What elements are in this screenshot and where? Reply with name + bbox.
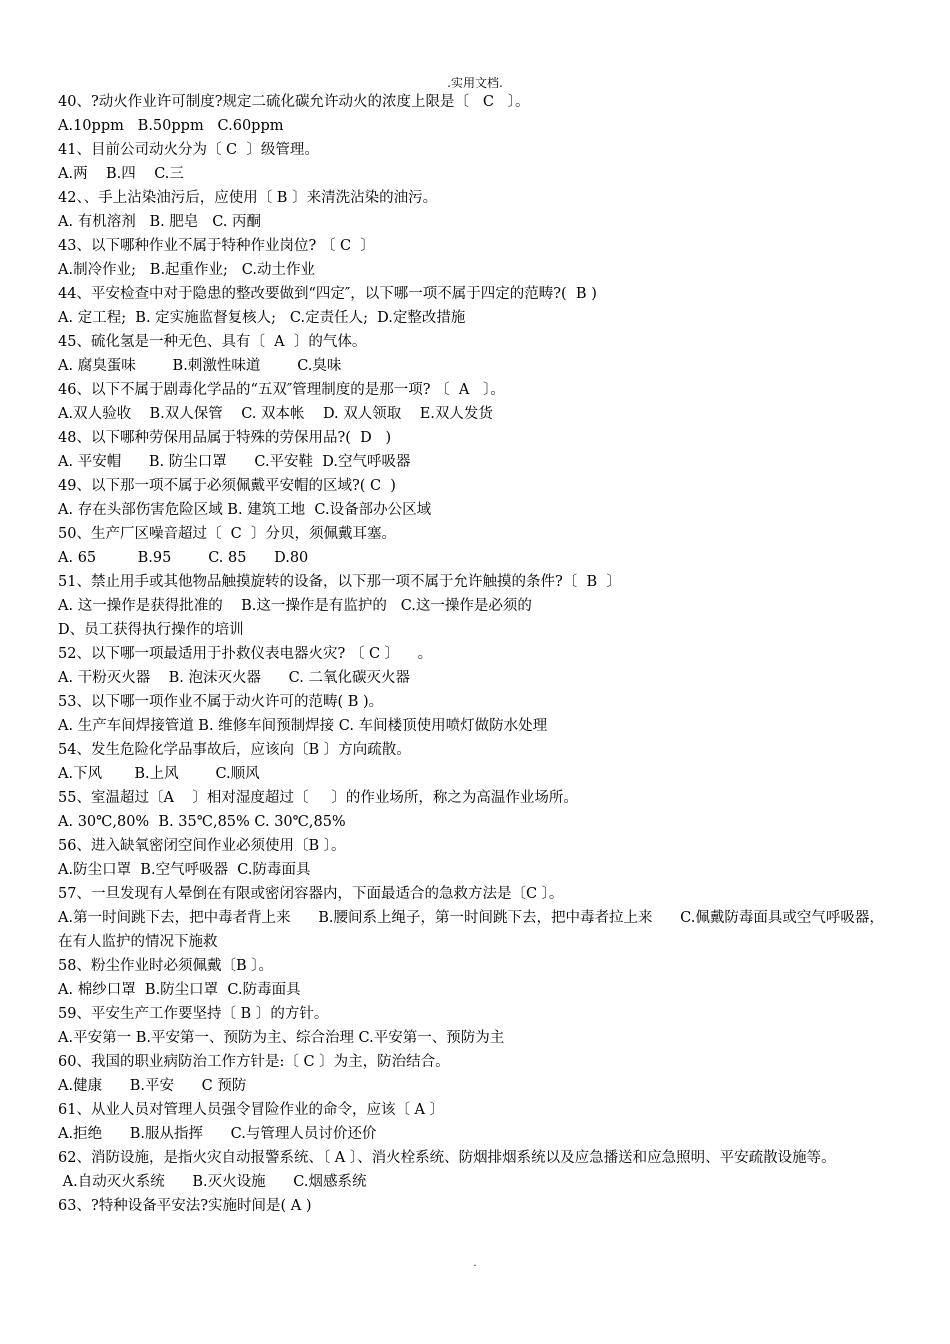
answer-options: A.下风 B.上风 C.顺风 [58, 766, 260, 782]
question-line: 43、以下哪种作业不属于特种作业岗位? 〔 C 〕 [58, 238, 375, 254]
answer-options: A. 平安帽 B. 防尘口罩 C.平安鞋 D.空气呼吸器 [58, 454, 411, 470]
question-line: 40、?动火作业许可制度?规定二硫化碳允许动火的浓度上限是〔 C 〕。 [58, 94, 530, 110]
answer-options: A. 存在头部伤害危险区域 B. 建筑工地 C.设备部办公区域 [58, 502, 432, 518]
answer-options: A.两 B.四 C.三 [58, 166, 184, 182]
question-line: 59、平安生产工作要坚持〔 B 〕的方针。 [58, 1006, 329, 1022]
answer-options: A.制冷作业; B.起重作业; C.动土作业 [58, 262, 315, 278]
answer-options: A.健康 B.平安 C 预防 [58, 1078, 247, 1094]
question-line: 48、以下哪种劳保用品属于特殊的劳保用品?( D ) [58, 430, 392, 446]
question-line: 57、一旦发现有人晕倒在有限或密闭容器内，下面最适合的急救方法是〔C 〕。 [58, 886, 564, 902]
answer-options: A. 定工程; B. 定实施监督复核人; C.定责任人; D.定整改措施 [58, 310, 466, 326]
question-line: 53、以下哪一项作业不属于动火许可的范畴( B )。 [58, 694, 384, 710]
question-line: 46、以下不属于剧毒化学品的“五双″管理制度的是那一项? 〔 A 〕。 [58, 382, 505, 398]
answer-options: A. 干粉灭火器 B. 泡沫灭火器 C. 二氧化碳灭火器 [58, 670, 410, 686]
page-footer: . [473, 1258, 477, 1269]
question-line: 61、从业人员对管理人员强令冒险作业的命令，应该〔 A 〕 [58, 1102, 445, 1118]
answer-options: A.拒绝 B.服从指挥 C.与管理人员讨价还价 [58, 1126, 377, 1142]
page-header: .实用文档. [447, 76, 503, 90]
answer-options: A. 30℃,80% B. 35℃,85% C. 30℃,85% [58, 814, 346, 830]
answer-options: A.10ppm B.50ppm C.60ppm [58, 118, 284, 134]
question-line: 51、禁止用手或其他物品触摸旋转的设备，以下那一项不属于允许触摸的条件?〔 B 〕 [58, 574, 621, 590]
answer-options: A. 生产车间焊接管道 B. 维修车间预制焊接 C. 车间楼顶使用喷灯做防水处理 [58, 718, 548, 734]
question-line: 58、粉尘作业时必须佩戴〔B 〕。 [58, 958, 273, 974]
question-line: 42、、手上沾染油污后，应使用〔 B 〕来清洗沾染的油污。 [58, 190, 438, 206]
question-line: 60、我国的职业病防治工作方针是:〔 C 〕为主，防治结合。 [58, 1054, 450, 1070]
answer-options: A.双人验收 B.双人保管 C. 双本帐 D. 双人领取 E.双人发货 [58, 406, 493, 422]
question-line: 55、室温超过〔A 〕相对湿度超过〔 〕的作业场所，称之为高温作业场所。 [58, 790, 578, 806]
answer-options: A. 这一操作是获得批准的 B.这一操作是有监护的 C.这一操作是必须的 [58, 598, 532, 614]
question-line: 63、?特种设备平安法?实施时间是( A ) [58, 1198, 312, 1214]
answer-options: A.平安第一 B.平安第一、预防为主、综合治理 C.平安第一、预防为主 [58, 1030, 505, 1046]
answer-options: A.防尘口罩 B.空气呼吸器 C.防毒面具 [58, 862, 311, 878]
question-line: 45、硫化氢是一种无色、具有〔 A 〕的气体。 [58, 334, 367, 350]
answer-options: A. 有机溶剂 B. 肥皂 C. 丙酮 [58, 214, 262, 230]
answer-options: A. 棉纱口罩 B.防尘口罩 C.防毒面具 [58, 982, 301, 998]
question-line: 52、以下哪一项最适用于扑救仪表电器火灾? 〔 C 〕 。 [58, 646, 433, 662]
question-line: 62、消防设施，是指火灾自动报警系统、〔 A 〕、消火栓系统、防烟排烟系统以及应急播送和应急照明、平安疏散设施等。 [58, 1150, 836, 1166]
answer-options: A.第一时间跳下去，把中毒者背上来 B.腰间系上绳子，第一时间跳下去，把中毒者拉上来 C.佩戴防毒面具或空气呼吸器，在有人监护的情况下施救 [58, 910, 884, 950]
answer-options: A. 腐臭蛋味 B.刺激性味道 C.臭味 [58, 358, 342, 374]
answer-options: D、员工获得执行操作的培训 [58, 622, 244, 638]
answer-options: A. 65 B.95 C. 85 D.80 [58, 550, 309, 566]
question-line: 41、目前公司动火分为〔 C 〕级管理。 [58, 142, 319, 158]
document-body [58, 90, 898, 1218]
question-line: 56、进入缺氧密闭空间作业必须使用〔B 〕。 [58, 838, 346, 854]
answer-options: A.自动灭火系统 B.灭火设施 C.烟感系统 [58, 1174, 367, 1190]
question-line: 49、以下那一项不属于必须佩戴平安帽的区域?( C ) [58, 478, 396, 494]
question-line: 50、生产厂区噪音超过〔 C 〕分贝，须佩戴耳塞。 [58, 526, 396, 542]
question-line: 44、平安检查中对于隐患的整改要做到“四定″，以下哪一项不属于四定的范畴?( B ) [58, 286, 597, 302]
question-line: 54、发生危险化学品事故后，应该向〔B 〕方向疏散。 [58, 742, 411, 758]
